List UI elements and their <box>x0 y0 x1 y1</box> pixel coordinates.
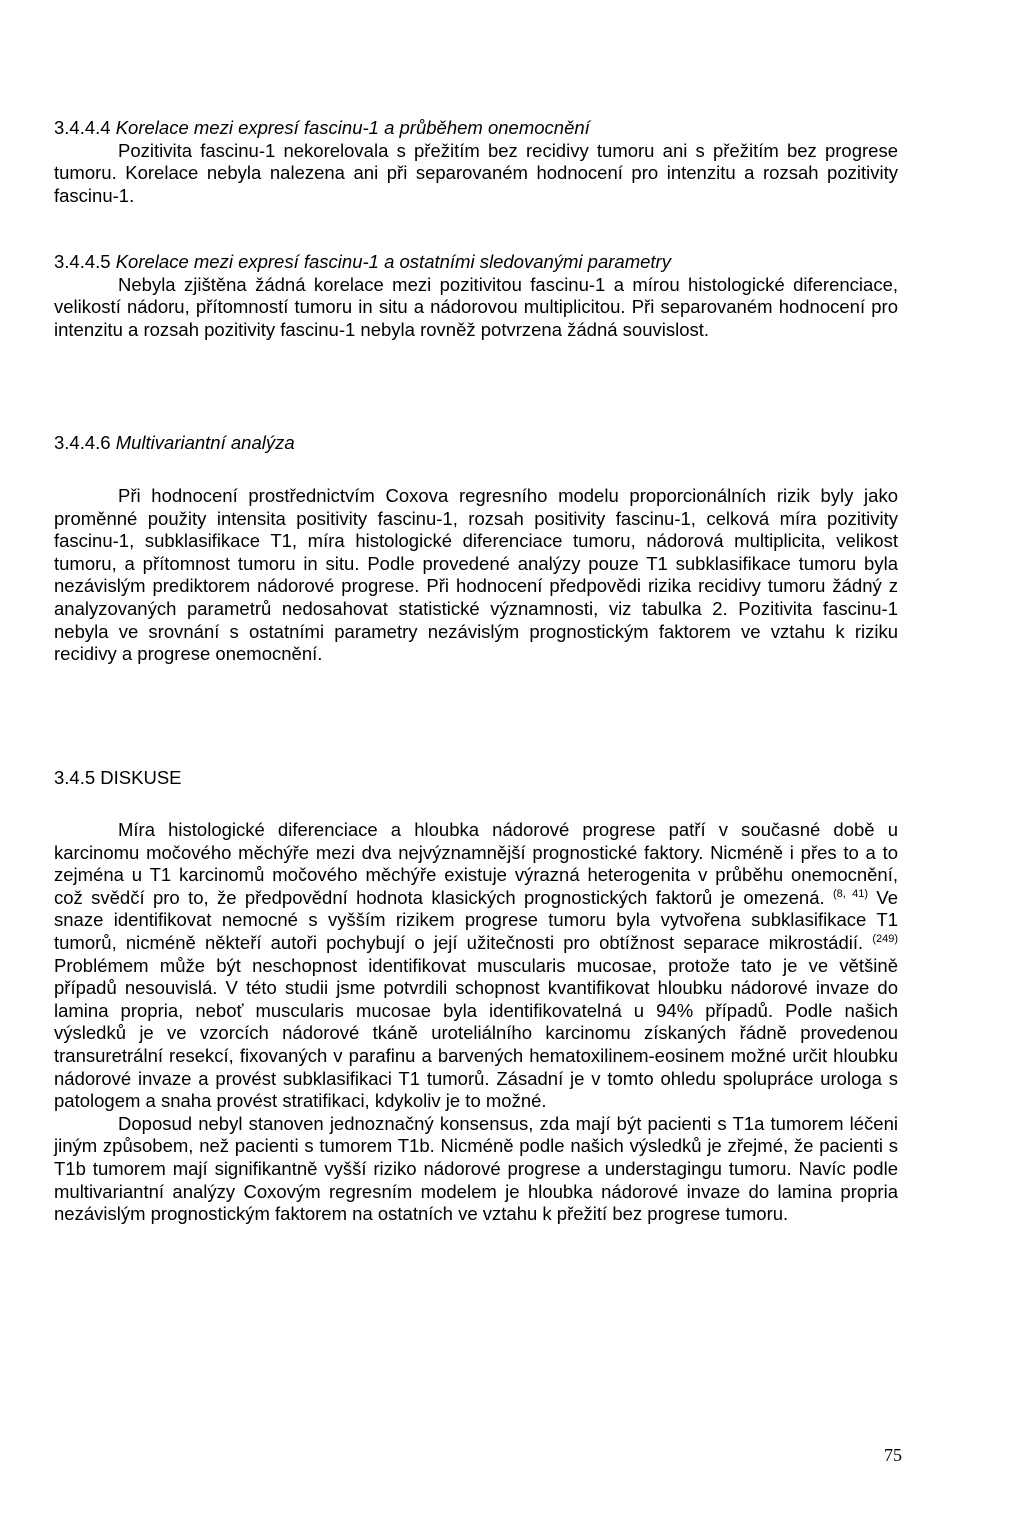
citation: (249) <box>872 932 898 945</box>
section-heading <box>54 117 898 140</box>
section-number: 3.4.4.5 <box>54 251 111 272</box>
section-heading <box>54 432 898 455</box>
section-3-4-4-6-body <box>54 485 898 666</box>
section-heading: 3.4.5 DISKUSE <box>54 767 182 788</box>
section-title: Multivariantní analýza <box>115 432 295 453</box>
section-paragraph: Pozitivita fascinu-1 nekorelovala s přežitím bez recidivy tumoru ani s přežitím bez progrese tumoru. Korelace nebyla nalezena ani při separovaném hodnocení pro intenzitu a rozsah pozitivity fascinu-1. <box>54 139 898 206</box>
page-number: 75 <box>884 1445 902 1465</box>
paragraph-text: Problémem může být neschopnost identifikovat muscularis mucosae, protože tato je ve většině případů nesouvislá. V této studii jsme potvrdili schopnost kvantifikovat hloubku nádorové invaze do lamina propria, neboť muscularis mucosae byla identifikovatelná u 94% případů. Podle našich výsledků je ve vzorcích nádorové tkáně uroteliálního karcinomu získaných řádně provedenou transuretrální resekcí, fixovaných v parafinu a barvených hematoxilinem-eosinem možné určit hloubku nádorové invaze a provést subklasifikaci T1 tumorů. Zásadní je v tomto ohledu spolupráce urologa s patologem a snaha provést stratifikaci, kdykoliv je to možné. <box>54 954 898 1112</box>
section-title: Korelace mezi expresí fascinu-1 a průběhem onemocnění <box>115 117 590 138</box>
section-title: Korelace mezi expresí fascinu-1 a ostatními sledovanými parametry <box>115 251 671 272</box>
section-paragraph: Při hodnocení prostřednictvím Coxova regresního modelu proporcionálních rizik byly jako proměnné použity intensita positivity fascinu-1, rozsah positivity fascinu-1, celková míra pozitivity fascinu-1, subklasifikace T1, míra histologické diferenciace tumoru, nádorová multiplicita, velikost tumoru, a přítomnost tumoru in situ. Podle provedené analýzy pouze T1 subklasifikace tumoru byla nezávislým prediktorem nádorové progrese. Při hodnocení předpovědi rizika recidivy tumoru žádný z analyzovaných parametrů nedosahovat statistické významnosti, viz tabulka 2. Pozitivita fascinu-1 nebyla ve srovnání s ostatními parametry nezávislým prognostickým faktorem ve vztahu k riziku recidivy a progrese onemocnění. <box>54 485 898 665</box>
section-3-4-4-5 <box>54 251 898 341</box>
discussion-paragraph-2: Doposud nebyl stanoven jednoznačný konsensus, zda mají být pacienti s T1a tumorem léčeni jiným způsobem, než pacienti s tumorem T1b. Nicméně podle našich výsledků je zřejmé, že pacienti s T1b tumorem mají signifikantně vyšší riziko nádorové progrese a understagingu tumoru. Navíc podle multivariantní analýzy Coxovým regresním modelem je hloubka nádorové invaze do lamina propria nezávislým prognostickým faktorem na ostatních ve vztahu k přežití bez progrese tumoru. <box>54 1112 898 1225</box>
section-3-4-5 <box>54 767 898 790</box>
paragraph-text: Ve snaze identifikovat nemocné s vyšším rizikem progrese tumoru byla vytvořena subklasifikace T1 tumorů, nicméně někteří autoři pochybují o její užitečnosti pro obtížnost separace mikrostádií. <box>54 886 898 953</box>
paragraph-text: Míra histologické diferenciace a hloubka nádorové progrese patří v současné době u karcinomu močového měchýře mezi dva nejvýznamnější prognostické faktory. Nicméně i přes to a to zejména u T1 karcinomů močového měchýře existuje výrazná heterogenita v průběhu onemocnění, což svědčí pro to, že předpovědní hodnota klasických prognostických faktorů je omezená. <box>54 819 898 908</box>
section-heading <box>54 251 898 274</box>
citation: (8, 41) <box>833 887 869 900</box>
discussion-body <box>54 819 898 1226</box>
section-number: 3.4.4.4 <box>54 117 111 138</box>
discussion-paragraph-1 <box>54 819 898 1113</box>
section-number: 3.4.4.6 <box>54 432 111 453</box>
section-paragraph: Nebyla zjištěna žádná korelace mezi pozitivitou fascinu-1 a mírou histologické diferenciace, velikostí nádoru, přítomností tumoru in situ a nádorovou multiplicitou. Při separovaném hodnocení pro intenzitu a rozsah pozitivity fascinu-1 nebyla rovněž potvrzena žádná souvislost. <box>54 273 898 340</box>
section-3-4-4-4 <box>54 117 898 207</box>
section-3-4-4-6 <box>54 432 898 455</box>
